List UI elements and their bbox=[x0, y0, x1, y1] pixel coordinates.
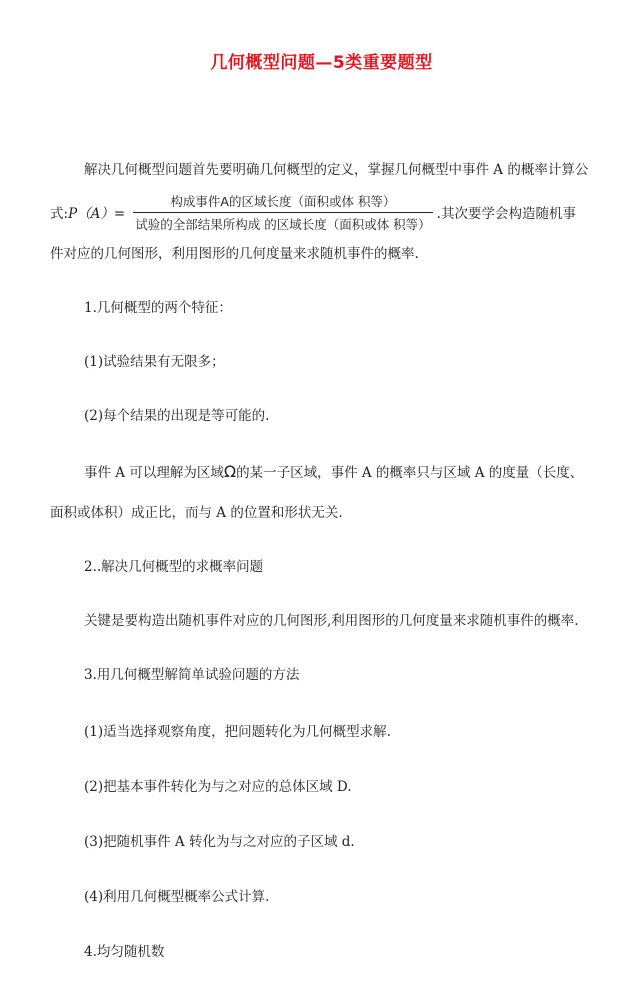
formula-denominator: 试验的全部结果所构成 的区域长度（面积或体 积等） bbox=[135, 216, 431, 232]
section4-heading: 4.均匀随机数 bbox=[84, 944, 165, 960]
section3-item-3: (3)把随机事件 A 转化为与之对应的子区域 d. bbox=[84, 834, 355, 850]
section1-item-2: (2)每个结果的出现是等可能的. bbox=[84, 408, 270, 424]
page-title: 几何概型问题—5类重要题型 bbox=[210, 53, 433, 73]
section3-item-1: (1)适当选择观察角度，把问题转化为几何概型求解. bbox=[84, 724, 391, 740]
intro-line-3: 件对应的几何图形，利用图形的几何度量来求随机事件的概率. bbox=[50, 246, 419, 262]
probability-formula bbox=[50, 192, 576, 232]
formula-fraction bbox=[133, 192, 432, 233]
formula-numerator: 构成事件A的区域长度（面积或体 积等） bbox=[170, 193, 396, 209]
section2-body: 关键是要构造出随机事件对应的几何图形,利用图形的几何度量来求随机事件的概率. bbox=[84, 613, 579, 629]
event-para-line-2: 面积或体积）成正比，而与 A 的位置和形状无关. bbox=[50, 505, 343, 521]
section2-heading: 2..解决几何概型的求概率问题 bbox=[84, 559, 264, 575]
section3-item-2: (2)把基本事件转化为与之对应的总体区域 D. bbox=[84, 779, 352, 795]
event-para-line-1 bbox=[84, 462, 583, 483]
section3-item-4: (4)利用几何概型概率公式计算. bbox=[84, 889, 270, 905]
section3-heading: 3.用几何概型解简单试验问题的方法 bbox=[84, 667, 300, 683]
formula-lhs: P（A）= bbox=[68, 206, 126, 222]
formula-suffix: .其次要学会构造随机事 bbox=[436, 206, 576, 222]
formula-prefix: 式: bbox=[50, 206, 69, 222]
section1-item-1: (1)试验结果有无限多； bbox=[84, 354, 225, 370]
event-line1-end: 的某一子区域，事件 A 的概率只与区域 A 的度量（长度、 bbox=[236, 465, 584, 481]
event-line1-start: 事件 A 可以理解为区域 bbox=[84, 465, 224, 481]
section1-heading: 1.几何概型的两个特征： bbox=[84, 300, 232, 316]
intro-line-1: 解决几何概型问题首先要明确几何概型的定义，掌握几何概型中事件 A 的概率计算公 bbox=[84, 162, 589, 178]
omega-symbol: Ω bbox=[223, 462, 237, 481]
